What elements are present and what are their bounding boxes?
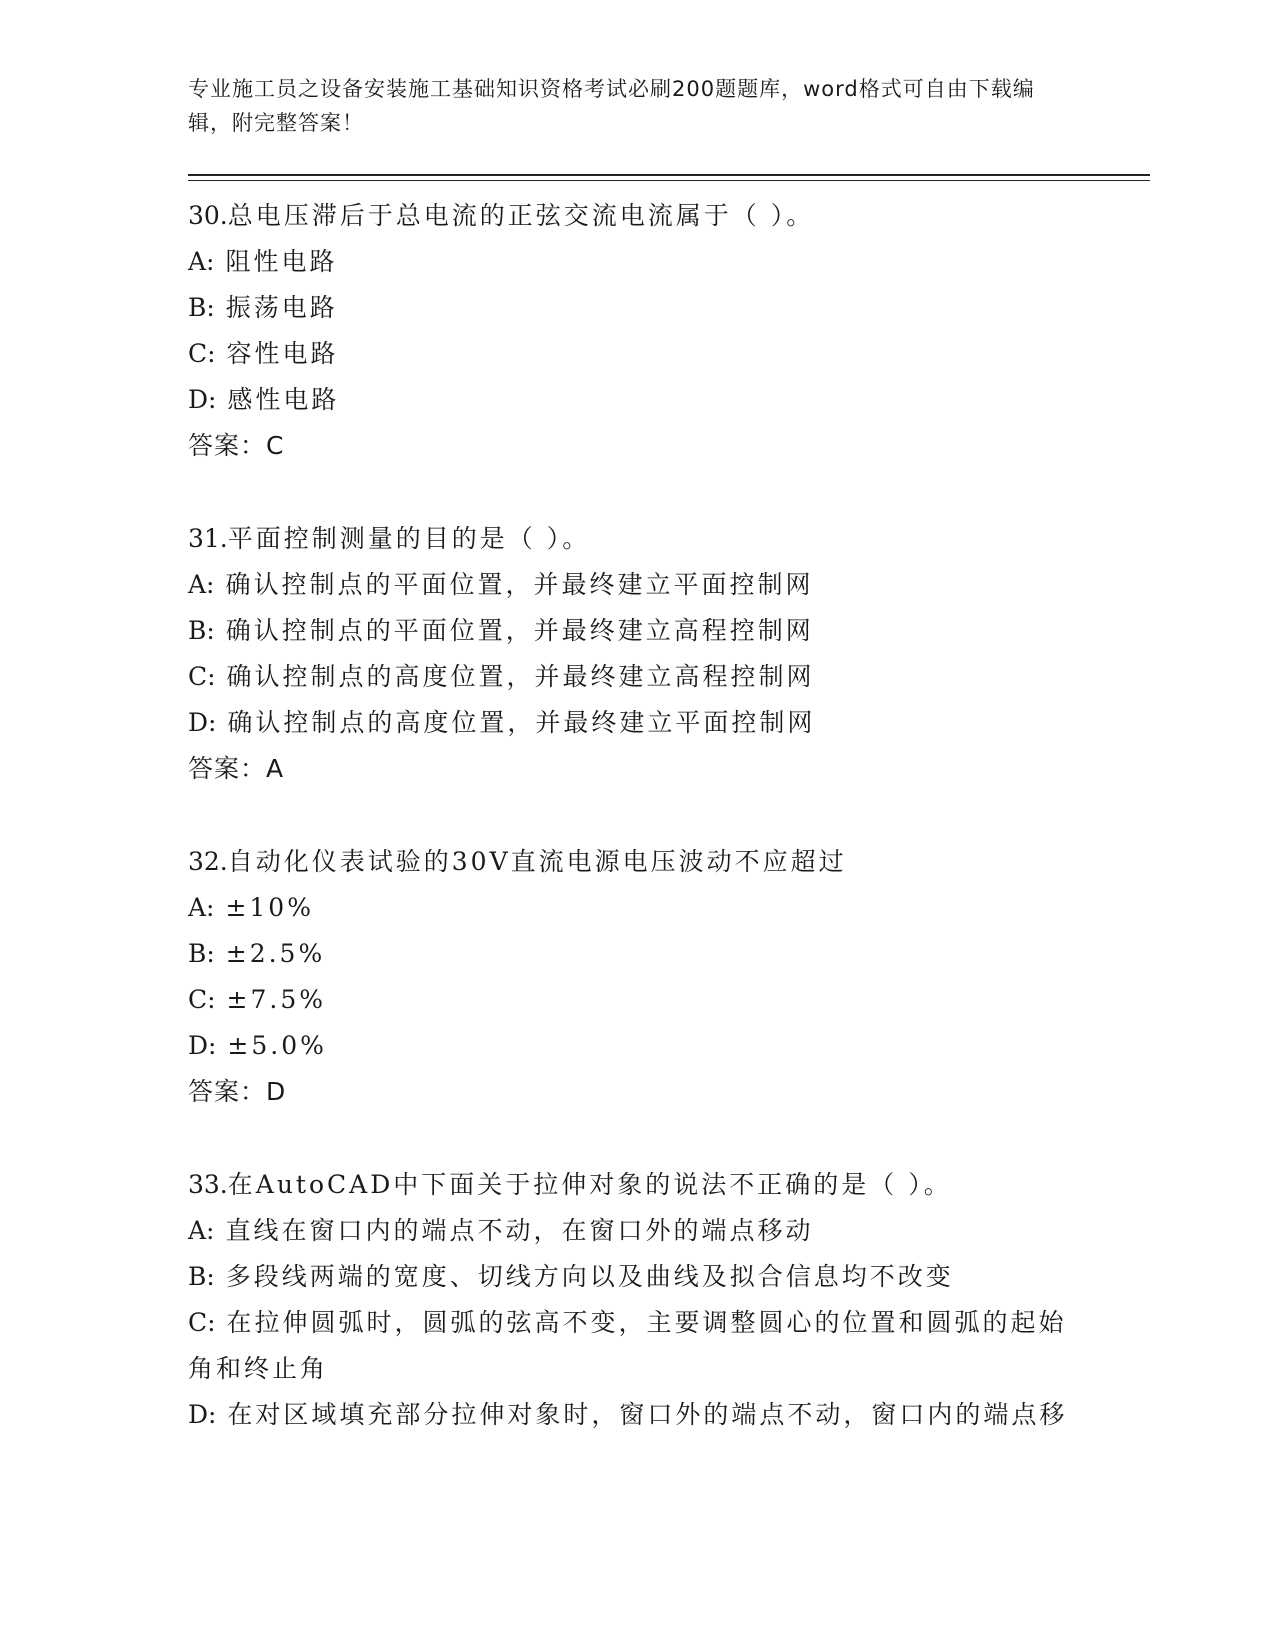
option-b <box>188 285 1088 331</box>
question-list <box>188 193 1148 1438</box>
option-b <box>188 608 1088 654</box>
option-b <box>188 1254 1088 1300</box>
option-label: C: <box>188 985 216 1014</box>
option-text: 直线在窗口内的端点不动，在窗口外的端点移动 <box>225 1216 814 1245</box>
question-stem <box>188 516 1088 562</box>
option-c <box>188 331 1088 377</box>
option-text: ±5.0% <box>227 1031 327 1060</box>
answer-label: 答案： <box>188 431 267 460</box>
option-a <box>188 885 1088 931</box>
option-text: 振荡电路 <box>225 293 338 322</box>
option-label: A: <box>188 1216 215 1245</box>
answer-value: C <box>266 431 285 460</box>
option-b <box>188 931 1088 977</box>
option-text: 确认控制点的高度位置，并最终建立高程控制网 <box>226 662 815 691</box>
option-label: B: <box>188 939 215 968</box>
question-31 <box>188 516 1148 792</box>
answer-value: D <box>266 1077 287 1106</box>
answer-line <box>188 1069 1148 1115</box>
option-text: 容性电路 <box>226 339 339 368</box>
option-text: ±7.5% <box>226 985 326 1014</box>
option-label: D: <box>188 1400 217 1429</box>
question-number: 33. <box>188 1170 228 1199</box>
option-text: ±10% <box>225 893 314 922</box>
option-c <box>188 977 1088 1023</box>
option-label: B: <box>188 616 215 645</box>
option-text: 确认控制点的平面位置，并最终建立高程控制网 <box>225 616 814 645</box>
answer-value: A <box>266 754 285 783</box>
question-stem <box>188 193 1088 239</box>
option-label: D: <box>188 708 217 737</box>
answer-label: 答案： <box>188 754 267 783</box>
option-label: A: <box>188 247 215 276</box>
option-label: C: <box>188 1308 216 1337</box>
answer-label: 答案： <box>188 1077 267 1106</box>
option-a <box>188 562 1088 608</box>
option-text: 阻性电路 <box>225 247 338 276</box>
question-text: 总电压滞后于总电流的正弦交流电流属于（ ）。 <box>227 201 815 230</box>
document-header: 专业施工员之设备安装施工基础知识资格考试必刷200题题库，word格式可自由下载编辑，附完整答案！ <box>188 77 1035 135</box>
question-text: 平面控制测量的目的是（ ）。 <box>227 524 591 553</box>
option-c <box>188 654 1088 700</box>
option-label: B: <box>188 293 215 322</box>
question-stem <box>188 1162 1088 1208</box>
question-number: 31. <box>188 524 228 553</box>
question-32 <box>188 839 1148 1115</box>
question-30 <box>188 193 1148 469</box>
option-c <box>188 1300 1088 1392</box>
question-text: 在AutoCAD中下面关于拉伸对象的说法不正确的是（ ）。 <box>227 1170 952 1199</box>
header-divider <box>188 174 1150 181</box>
option-label: D: <box>188 1031 217 1060</box>
option-text: 感性电路 <box>227 385 340 414</box>
question-number: 30. <box>188 201 228 230</box>
question-number: 32. <box>188 847 228 876</box>
question-stem <box>188 839 1088 885</box>
document-page <box>188 72 1148 1485</box>
option-text: ±2.5% <box>225 939 326 968</box>
option-text: 确认控制点的平面位置，并最终建立平面控制网 <box>225 570 814 599</box>
option-d <box>188 1023 1088 1069</box>
option-text: 在对区域填充部分拉伸对象时，窗口外的端点不动，窗口内的端点移 <box>227 1400 1068 1429</box>
option-text: 确认控制点的高度位置，并最终建立平面控制网 <box>227 708 816 737</box>
option-label: A: <box>188 570 215 599</box>
option-text: 多段线两端的宽度、切线方向以及曲线及拟合信息均不改变 <box>225 1262 954 1291</box>
option-label: C: <box>188 339 216 368</box>
option-a <box>188 1208 1088 1254</box>
option-label: D: <box>188 385 217 414</box>
option-label: C: <box>188 662 216 691</box>
option-a <box>188 239 1088 285</box>
question-text: 自动化仪表试验的30V直流电源电压波动不应超过 <box>227 847 847 876</box>
option-d <box>188 700 1088 746</box>
option-label: A: <box>188 893 215 922</box>
answer-line <box>188 746 1148 792</box>
option-d <box>188 377 1088 423</box>
option-d <box>188 1392 1088 1438</box>
answer-line <box>188 423 1148 469</box>
option-text: 在拉伸圆弧时，圆弧的弦高不变，主要调整圆心的位置和圆弧的起始角和终止角 <box>188 1308 1067 1383</box>
question-33 <box>188 1162 1148 1438</box>
option-label: B: <box>188 1262 215 1291</box>
